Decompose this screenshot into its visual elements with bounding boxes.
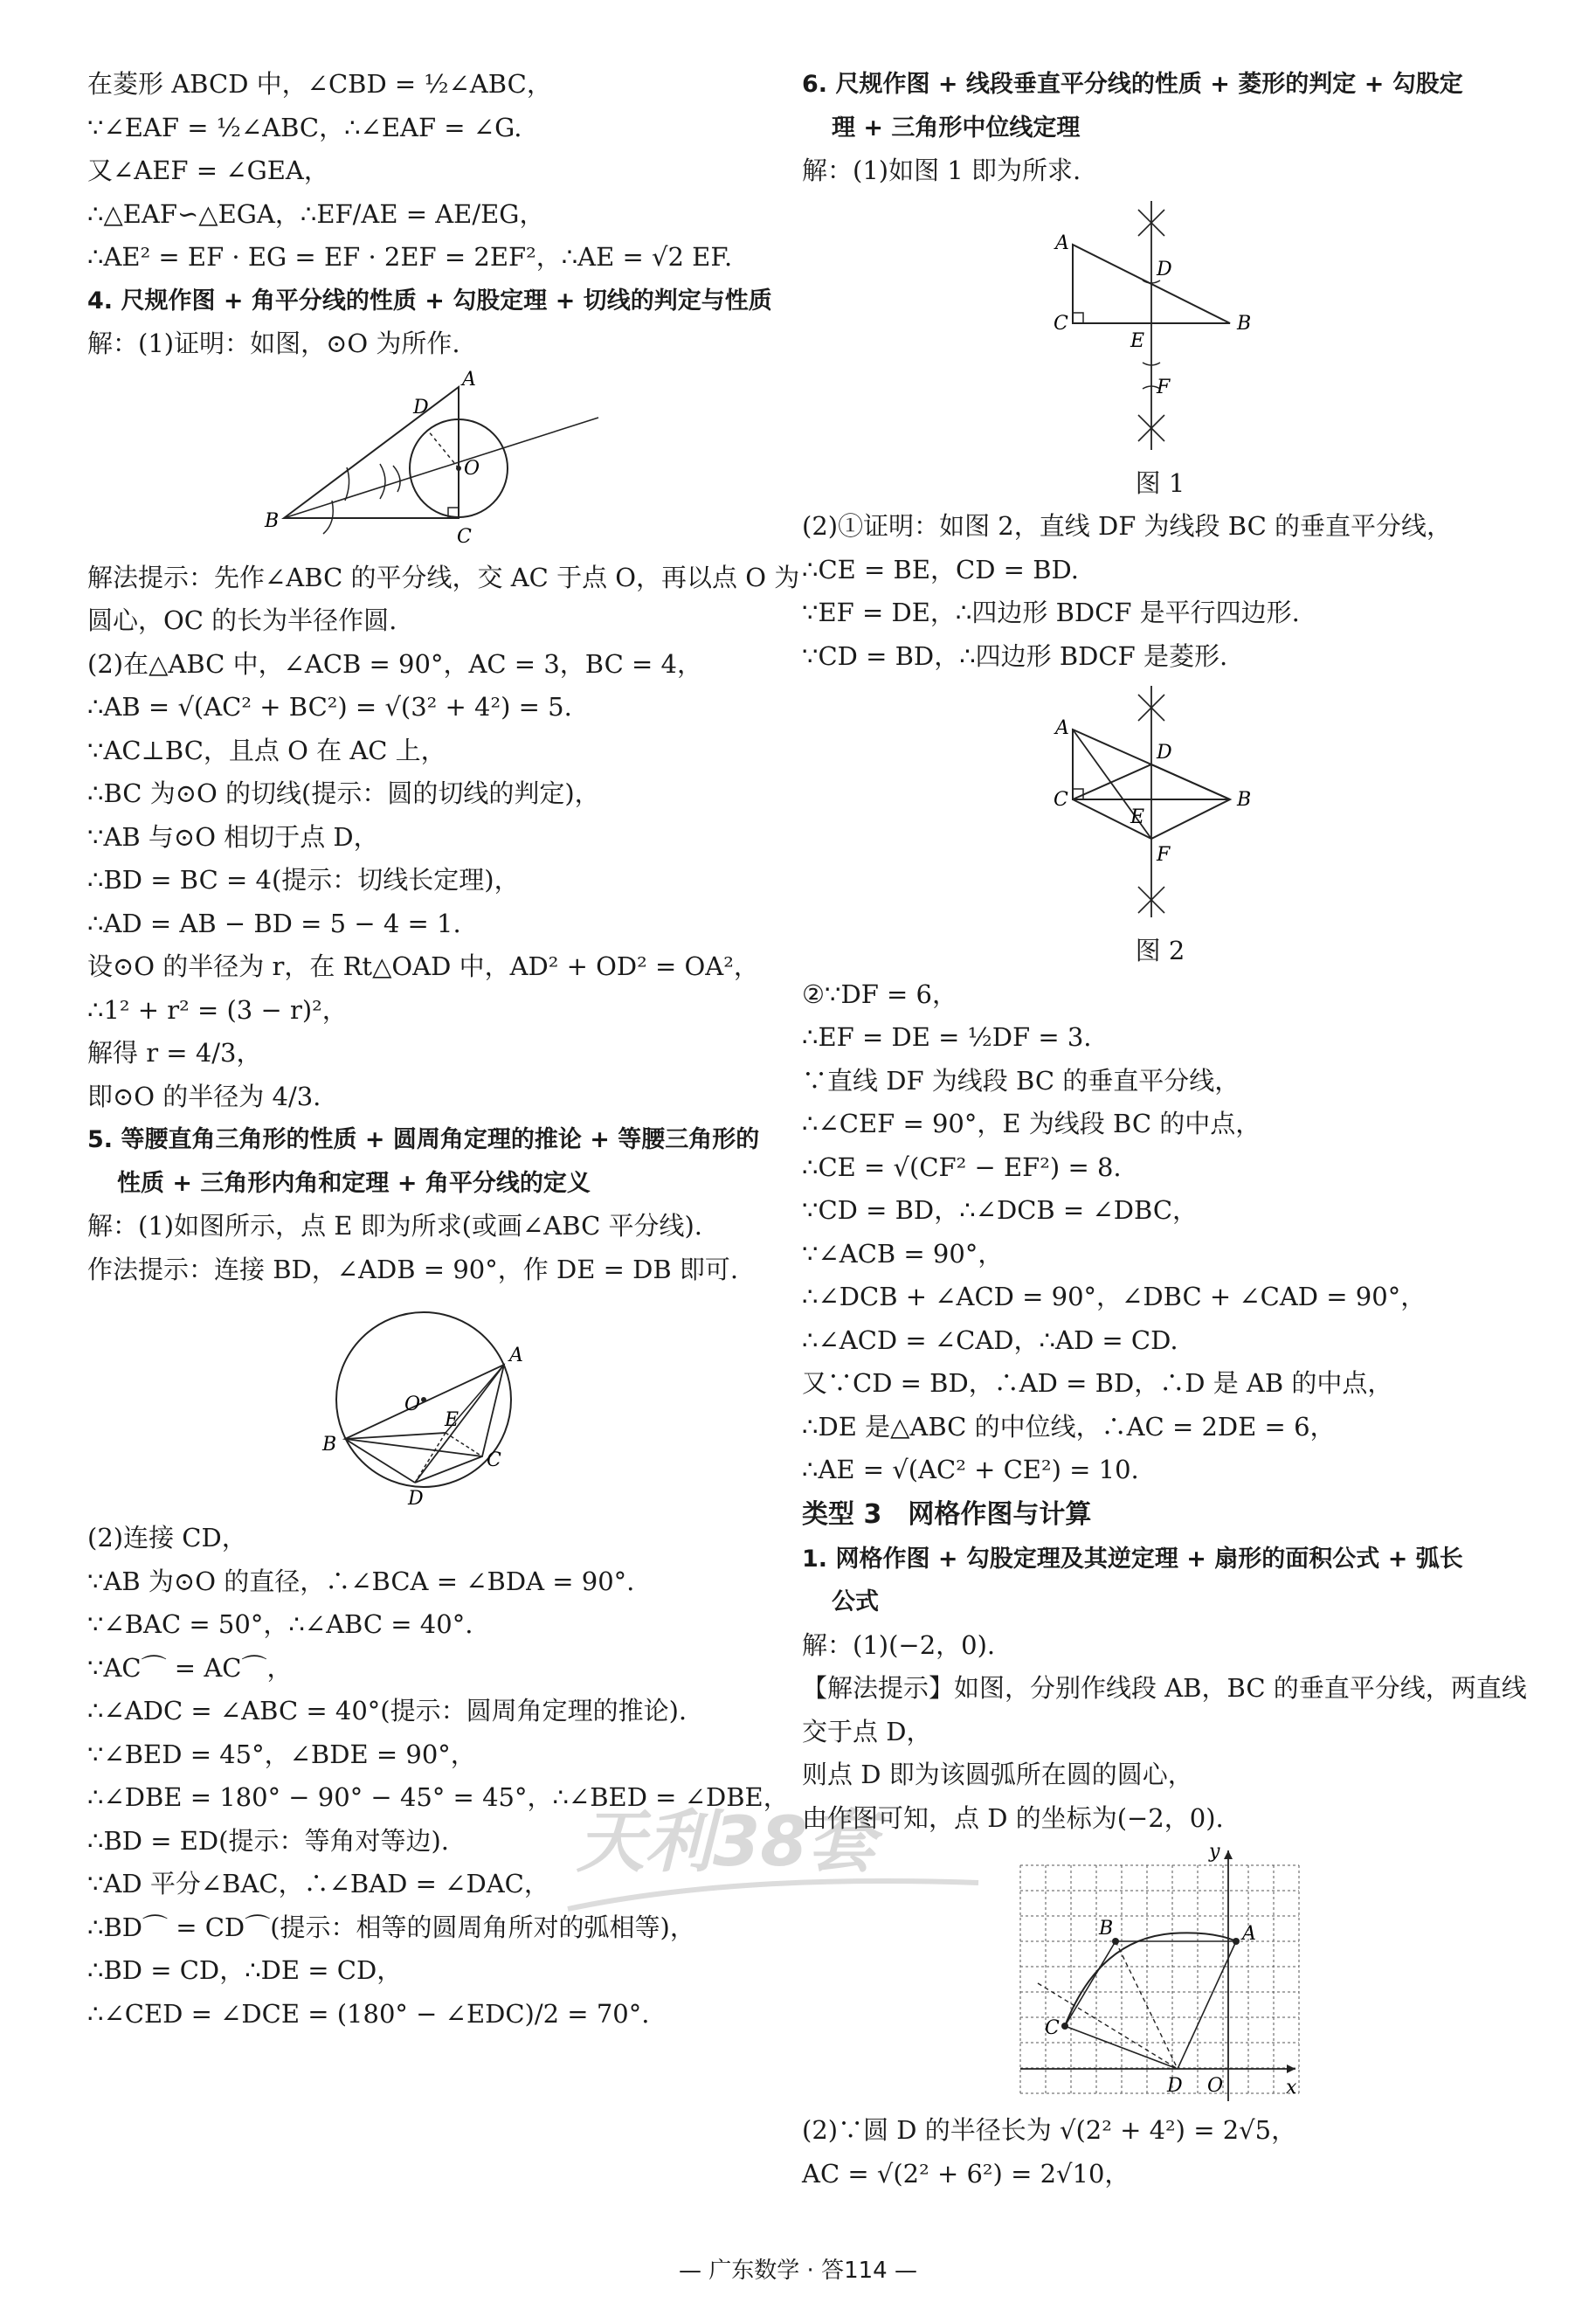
q5-heading-cont: 性质 + 三角形内角和定理 + 角平分线的定义 — [117, 1169, 591, 1197]
text-line: 则点 D 即为该圆弧所在圆的圆心， — [802, 1760, 1193, 1789]
text-line: (2)①证明：如图 2，直线 DF 为线段 BC 的垂直平分线， — [802, 511, 1453, 541]
figure-1-caption: 图 1 — [1135, 467, 1185, 498]
text-line: 【解法提示】如图，分别作线段 AB，BC 的垂直平分线，两直线 — [802, 1673, 1527, 1703]
text-line: 解法提示：先作∠ABC 的平分线，交 AC 于点 O，再以点 O 为 — [87, 562, 800, 592]
label-B: B — [1237, 789, 1252, 811]
text-line: 作法提示：连接 BD，∠ADB = 90°，作 DE = DB 即可. — [87, 1254, 739, 1284]
text-line: 解：(1)如图所示，点 E 即为所求(或画∠ABC 平分线). — [87, 1211, 703, 1241]
text-line: ∵CD = BD，∴四边形 BDCF 是菱形. — [802, 640, 1228, 671]
label-A: A — [1055, 232, 1069, 254]
type3-heading: 类型 3 网格作图与计算 — [802, 1498, 1092, 1530]
label-E: E — [445, 1409, 459, 1431]
label-B: B — [265, 509, 280, 532]
left-column — [87, 63, 800, 2036]
text-line: ∴AE² = EF · EG = EF · 2EF = 2EF²，∴AE = √2 EF. — [87, 242, 733, 272]
text-line: ∵AC⌒ = AC⌒， — [87, 1652, 293, 1683]
label-F: F — [1157, 376, 1171, 398]
text-line: ∴DE 是△ABC 的中位线，∴AC = 2DE = 6， — [802, 1411, 1336, 1442]
text-line: ∴EF = DE = ½DF = 3. — [802, 1022, 1092, 1052]
label-B: B — [322, 1434, 337, 1456]
label-D: D — [1157, 742, 1172, 764]
label-F: F — [1157, 844, 1171, 866]
text-line: 又∠AEF = ∠GEA， — [87, 156, 329, 185]
q6-heading: 6. 尺规作图 + 线段垂直平分线的性质 + 菱形的判定 + 勾股定 — [802, 71, 1463, 98]
label-O: O — [464, 457, 480, 480]
q1-heading-cont: 公式 — [832, 1588, 879, 1615]
text-line: ∴BD = CD，∴DE = CD， — [87, 1955, 403, 1985]
text-line: ∴CE = √(CF² − EF²) = 8. — [802, 1152, 1122, 1182]
text-line: ∴AE = √(AC² + CE²) = 10. — [802, 1455, 1139, 1484]
text-line: ∴1² + r² = (3 − r)²， — [87, 994, 348, 1025]
label-C: C — [1045, 2017, 1060, 2039]
text-line: ∵AC⊥BC，且点 O 在 AC 上， — [87, 735, 446, 765]
text-line: 设⊙O 的半径为 r，在 Rt△OAD 中，AD² + OD² = OA²， — [87, 951, 759, 981]
text-line: ∵EF = DE，∴四边形 BDCF 是平行四边形. — [802, 598, 1300, 627]
label-D: D — [1167, 2075, 1183, 2097]
text-line: ∴∠ACD = ∠CAD，∴AD = CD. — [802, 1324, 1178, 1355]
q6-heading-cont: 理 + 三角形中位线定理 — [832, 114, 1081, 142]
text-line: 由作图可知，点 D 的坐标为(−2，0). — [802, 1802, 1224, 1833]
text-line: 解：(1)如图 1 即为所求. — [802, 156, 1081, 185]
text-line: ∴CE = BE，CD = BD. — [802, 554, 1079, 584]
label-E: E — [1130, 329, 1145, 352]
text-line: 圆心，OC 的长为半径作圆. — [87, 605, 397, 635]
text-line: ∴AD = AB − BD = 5 − 4 = 1. — [87, 908, 461, 938]
text-line: ∵AB 与⊙O 相切于点 D， — [87, 821, 379, 852]
text-line: ∴△EAF∽△EGA，∴EF/AE = AE/EG， — [87, 198, 545, 229]
text-line: ∴BD⌒ = CD⌒(提示：相等的圆周角所对的弧相等)， — [87, 1912, 695, 1942]
text-line: 又∵CD = BD，∴AD = BD，∴D 是 AB 的中点， — [802, 1368, 1393, 1398]
text-line: 解：(1)证明：如图，⊙O 为所作. — [87, 329, 460, 358]
q5-heading: 5. 等腰直角三角形的性质 + 圆周角定理的推论 + 等腰三角形的 — [87, 1126, 760, 1153]
text-line: (2)连接 CD， — [87, 1523, 247, 1553]
label-A: A — [1242, 1923, 1256, 1945]
text-line: ∵AB 为⊙O 的直径，∴∠BCA = ∠BDA = 90°. — [87, 1566, 635, 1596]
watermark-graphic — [559, 1778, 996, 1926]
label-x: x — [1286, 2077, 1297, 2099]
text-line: 在菱形 ABCD 中，∠CBD = ½∠ABC， — [87, 69, 552, 99]
text-line: ∴∠CED = ∠DCE = (180° − ∠EDC)/2 = 70°. — [87, 1998, 650, 2029]
label-A: A — [509, 1345, 523, 1366]
label-A: A — [1055, 717, 1069, 739]
text-line: (2)∵圆 D 的半径长为 √(2² + 4²) = 2√5， — [802, 2115, 1297, 2145]
text-line: ∴∠DCB + ∠ACD = 90°，∠DBC + ∠CAD = 90°， — [802, 1282, 1427, 1311]
text-line: ∵∠BAC = 50°，∴∠ABC = 40°. — [87, 1609, 473, 1639]
text-line: ∵∠ACB = 90°， — [802, 1238, 1004, 1269]
label-y: y — [1209, 1843, 1220, 1863]
text-line: ②∵DF = 6， — [802, 979, 958, 1009]
text-line: 解：(1)(−2，0). — [802, 1629, 996, 1660]
text-line: ∵CD = BD，∴∠DCB = ∠DBC， — [802, 1195, 1199, 1225]
text-line: ∵∠EAF = ½∠ABC，∴∠EAF = ∠G. — [87, 112, 522, 142]
label-A: A — [462, 369, 476, 391]
text-line: ∵直线 DF 为线段 BC 的垂直平分线， — [802, 1065, 1240, 1096]
label-E: E — [1130, 806, 1145, 828]
text-line: ∵AD 平分∠BAC，∴∠BAD = ∠DAC， — [87, 1869, 549, 1898]
figure-2-caption: 图 2 — [1135, 936, 1185, 965]
figure-triangle-circle — [249, 370, 616, 553]
text-line: ∴∠CEF = 90°，E 为线段 BC 的中点， — [802, 1109, 1261, 1138]
text-line: (2)在△ABC 中，∠ACB = 90°，AC = 3，BC = 4， — [87, 648, 703, 679]
figure-circle-inscribed — [310, 1295, 555, 1513]
label-O: O — [404, 1394, 421, 1415]
text-line: ∵∠BED = 45°，∠BDE = 90°， — [87, 1739, 476, 1769]
label-B: B — [1237, 312, 1252, 335]
q1-heading: 1. 网格作图 + 勾股定理及其逆定理 + 扇形的面积公式 + 弧长 — [802, 1545, 1463, 1573]
text-line: 交于点 D， — [802, 1716, 932, 1746]
watermark-logo — [559, 1778, 996, 1926]
text-line: ∴∠ADC = ∠ABC = 40°(提示：圆周角定理的推论). — [87, 1696, 687, 1726]
label-O: O — [1207, 2075, 1224, 2097]
text-line: ∴∠DBE = 180° − 90° − 45° = 45°，∴∠BED = ∠DBE， — [87, 1782, 789, 1812]
text-line: 解得 r = 4/3， — [87, 1038, 262, 1068]
q4-heading: 4. 尺规作图 + 角平分线的性质 + 勾股定理 + 切线的判定与性质 — [87, 287, 772, 315]
page-footer: — 广东数学 · 答114 — — [679, 2258, 917, 2284]
label-C: C — [1054, 789, 1068, 811]
text-line: 即⊙O 的半径为 4/3. — [87, 1081, 321, 1111]
label-D: D — [408, 1488, 424, 1510]
text-line: ∴AB = √(AC² + BC²) = √(3² + 4²) = 5. — [87, 692, 572, 722]
label-D: D — [413, 396, 429, 418]
text-line: ∴BD = BC = 4(提示：切线长定理)， — [87, 865, 520, 895]
label-B: B — [1099, 1918, 1114, 1940]
label-C: C — [487, 1449, 501, 1471]
figure-grid — [1012, 1843, 1309, 2106]
watermark-text: 天利38套 — [577, 1803, 876, 1882]
text-line: AC = √(2² + 6²) = 2√10， — [802, 2158, 1130, 2189]
figure-1 — [1020, 197, 1300, 459]
figure-2 — [1020, 681, 1300, 926]
label-C: C — [1054, 312, 1068, 335]
label-D: D — [1157, 258, 1172, 280]
text-line: ∴BC 为⊙O 的切线(提示：圆的切线的判定)， — [87, 778, 600, 808]
label-C: C — [457, 525, 472, 548]
text-line: ∴BD = ED(提示：等角对等边). — [87, 1825, 450, 1856]
